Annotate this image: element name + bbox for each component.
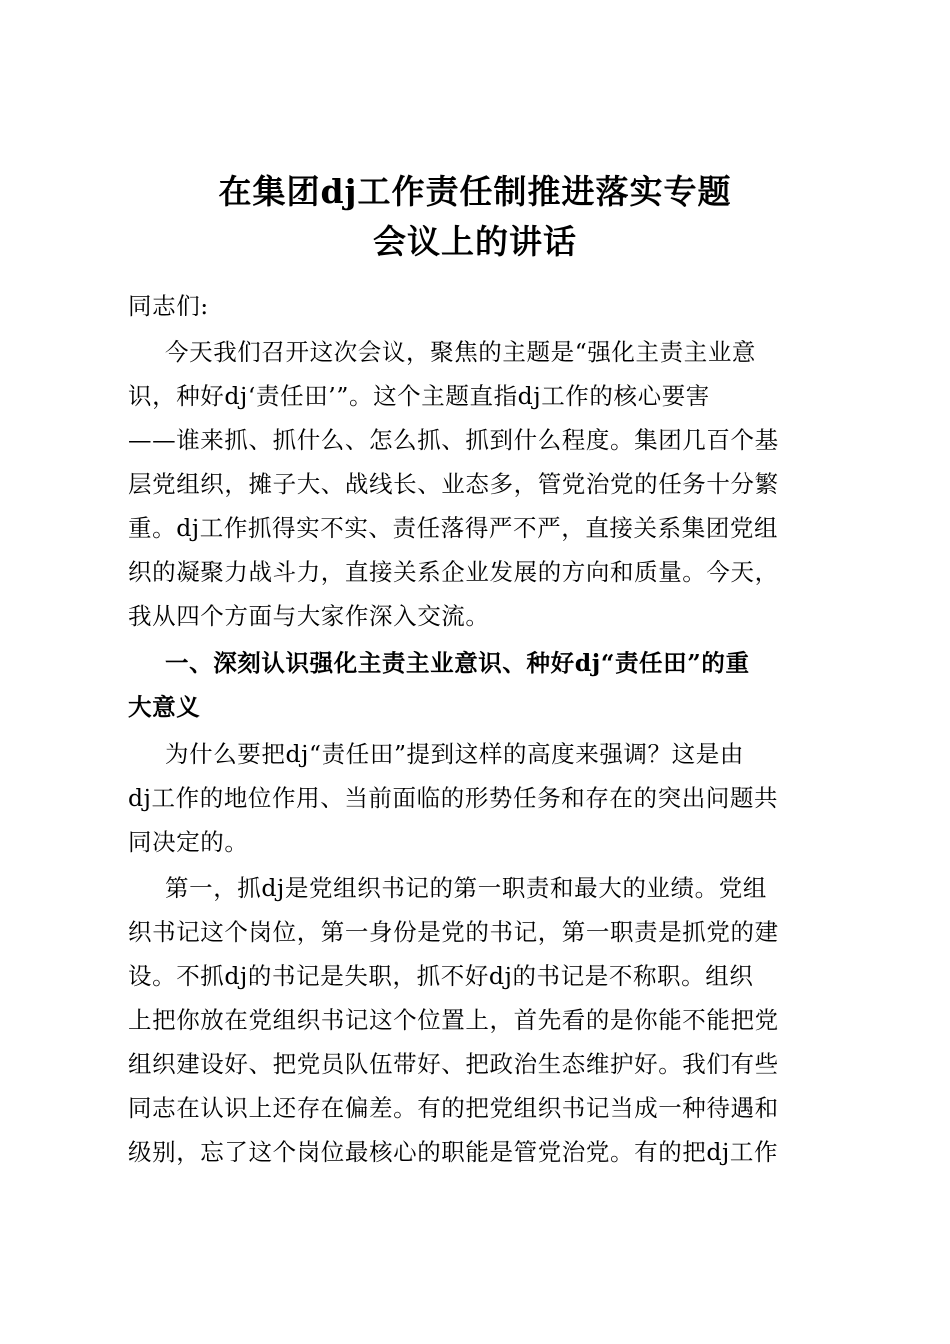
- body-line: ——谁来抓、抓什么、怎么抓、抓到什么程度。集团几百个基: [128, 426, 779, 454]
- body-line: dj工作的地位作用、当前面临的形势任务和存在的突出问题共: [128, 784, 779, 812]
- body-line: 级别，忘了这个岗位最核心的职能是管党治党。有的把dj工作: [128, 1138, 779, 1166]
- body-line: 组织建设好、把党员队伍带好、把政治生态维护好。我们有些: [128, 1050, 779, 1078]
- body-line: 上把你放在党组织书记这个位置上，首先看的是你能不能把党: [128, 1006, 779, 1034]
- body-line: 同决定的。: [128, 828, 249, 856]
- body-line: 层党组织，摊子大、战线长、业态多，管党治党的任务十分繁: [128, 470, 779, 498]
- body-line: 我从四个方面与大家作深入交流。: [128, 602, 490, 630]
- section-heading: 一、深刻认识强化主责主业意识、种好dj“责任田”的重: [165, 649, 750, 677]
- body-line: 同志在认识上还存在偏差。有的把党组织书记当成一种待遇和: [128, 1094, 779, 1122]
- document-title-line-1: 在集团dj工作责任制推进落实专题: [218, 172, 732, 211]
- body-line: 今天我们召开这次会议，聚焦的主题是“强化主责主业意: [165, 338, 757, 366]
- body-line: 织的凝聚力战斗力，直接关系企业发展的方向和质量。今天，: [128, 558, 779, 586]
- body-line: 为什么要把dj“责任田”提到这样的高度来强调？这是由: [165, 740, 744, 768]
- section-heading: 大意义: [128, 693, 201, 721]
- salutation: 同志们:: [128, 292, 209, 320]
- body-line: 设。不抓dj的书记是失职，抓不好dj的书记是不称职。组织: [128, 962, 754, 990]
- body-line: 识，种好dj‘责任田’”。这个主题直指dj工作的核心要害: [128, 382, 710, 410]
- body-line: 第一，抓dj是党组织书记的第一职责和最大的业绩。党组: [165, 874, 767, 902]
- body-line: 重。dj工作抓得实不实、责任落得严不严，直接关系集团党组: [128, 514, 779, 542]
- body-line: 织书记这个岗位，第一身份是党的书记，第一职责是抓党的建: [128, 918, 779, 946]
- document-title-line-2: 会议上的讲话: [373, 222, 577, 261]
